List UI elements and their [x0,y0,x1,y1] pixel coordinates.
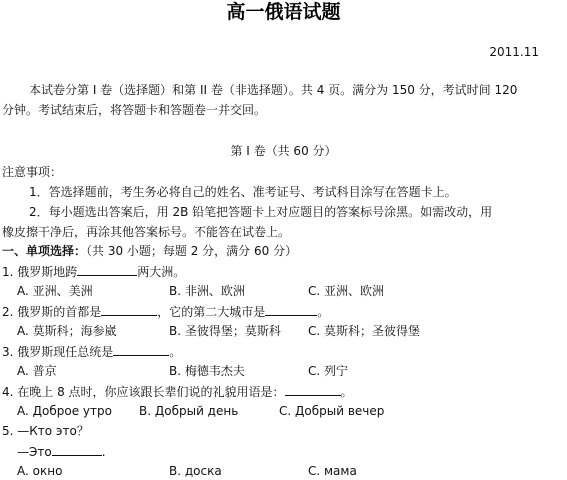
note-item-1: 1．答选择题前，考生务必将自己的姓名、准考证号、考试科目涂写在答题卡上。 [29,185,457,199]
question-3-option-c: C. 列宁 [308,364,349,378]
page-title: 高一俄语试题 [226,1,341,23]
question-2-option-a: A. 莫斯科；海参崴 [17,324,117,338]
question-4-option-b: B. Добрый день [139,404,239,418]
question-5-option-a: A. окно [17,464,63,478]
question-2-text-end: 。 [317,305,330,319]
question-5-text: —Это [17,445,52,459]
question-2-text: 2. 俄罗斯的首都是 [2,305,102,319]
question-4-text-end: 。 [340,385,353,399]
part-1-heading [2,243,297,259]
question-2-text-mid: ，它的第二大城市是 [157,305,266,319]
notes-heading: 注意事项： [2,165,63,179]
answer-blank [265,303,317,316]
question-5-option-b: B. доска [169,464,222,478]
question-5-line-2 [17,443,106,460]
answer-blank [101,303,157,316]
question-4-text: 4. 在晚上 8 点时，你应该跟长辈们说的礼貌用语是： [2,385,285,399]
question-4-option-a: A. Доброе утро [17,404,112,418]
note-item-2-line-2: 橡皮擦干净后，再涂其他答案标号。不能答在试卷上。 [2,225,291,239]
answer-blank [113,343,169,356]
question-2-option-b: B. 圣彼得堡；莫斯科 [169,324,281,338]
question-3-option-a: A. 普京 [17,364,57,378]
question-5-option-c: C. мама [308,464,357,478]
exam-date: 2011.11 [489,45,539,59]
intro-line-2: 分钟。考试结束后，将答题卡和答题卷一并交回。 [2,103,267,117]
part-1-detail: （共 30 小题；每题 2 分，满分 60 分） [86,244,298,258]
answer-blank [52,443,102,456]
question-3-stem [2,343,181,360]
part-1-label: 一、单项选择： [2,244,87,258]
question-5-text-end: . [101,445,106,459]
section-1-title: 第 I 卷（共 60 分） [230,144,337,158]
question-3-text: 3. 俄罗斯现任总统是 [2,345,114,359]
question-5-stem: 5. —Кто это？ [2,424,89,438]
intro-line-1: 本试卷分第 I 卷（选择题）和第 II 卷（非选择题）。共 4 页。满分为 150 分，考试时间 120 [29,83,518,97]
question-1-option-b: B. 非洲、欧洲 [169,284,245,298]
question-2-stem [2,303,329,320]
question-1-text: 1. 俄罗斯地跨 [2,265,78,279]
question-4-option-c: C. Добрый вечер [279,404,385,418]
question-1-option-c: C. 亚洲、欧洲 [308,284,385,298]
question-1-option-a: A. 亚洲、美洲 [17,284,93,298]
question-3-text-end: 。 [169,345,182,359]
question-4-stem [2,383,353,400]
question-2-option-c: C. 莫斯科；圣彼得堡 [308,324,421,338]
answer-blank [77,263,137,276]
question-1-stem [2,263,185,280]
question-1-text-end: 两大洲。 [137,265,186,279]
note-item-2-line-1: 2．每小题选出答案后，用 2B 铅笔把答题卡上对应题目的答案标号涂黑。如需改动，用 [29,205,493,219]
question-3-option-b: B. 梅德韦杰夫 [169,364,245,378]
answer-blank [285,383,341,396]
